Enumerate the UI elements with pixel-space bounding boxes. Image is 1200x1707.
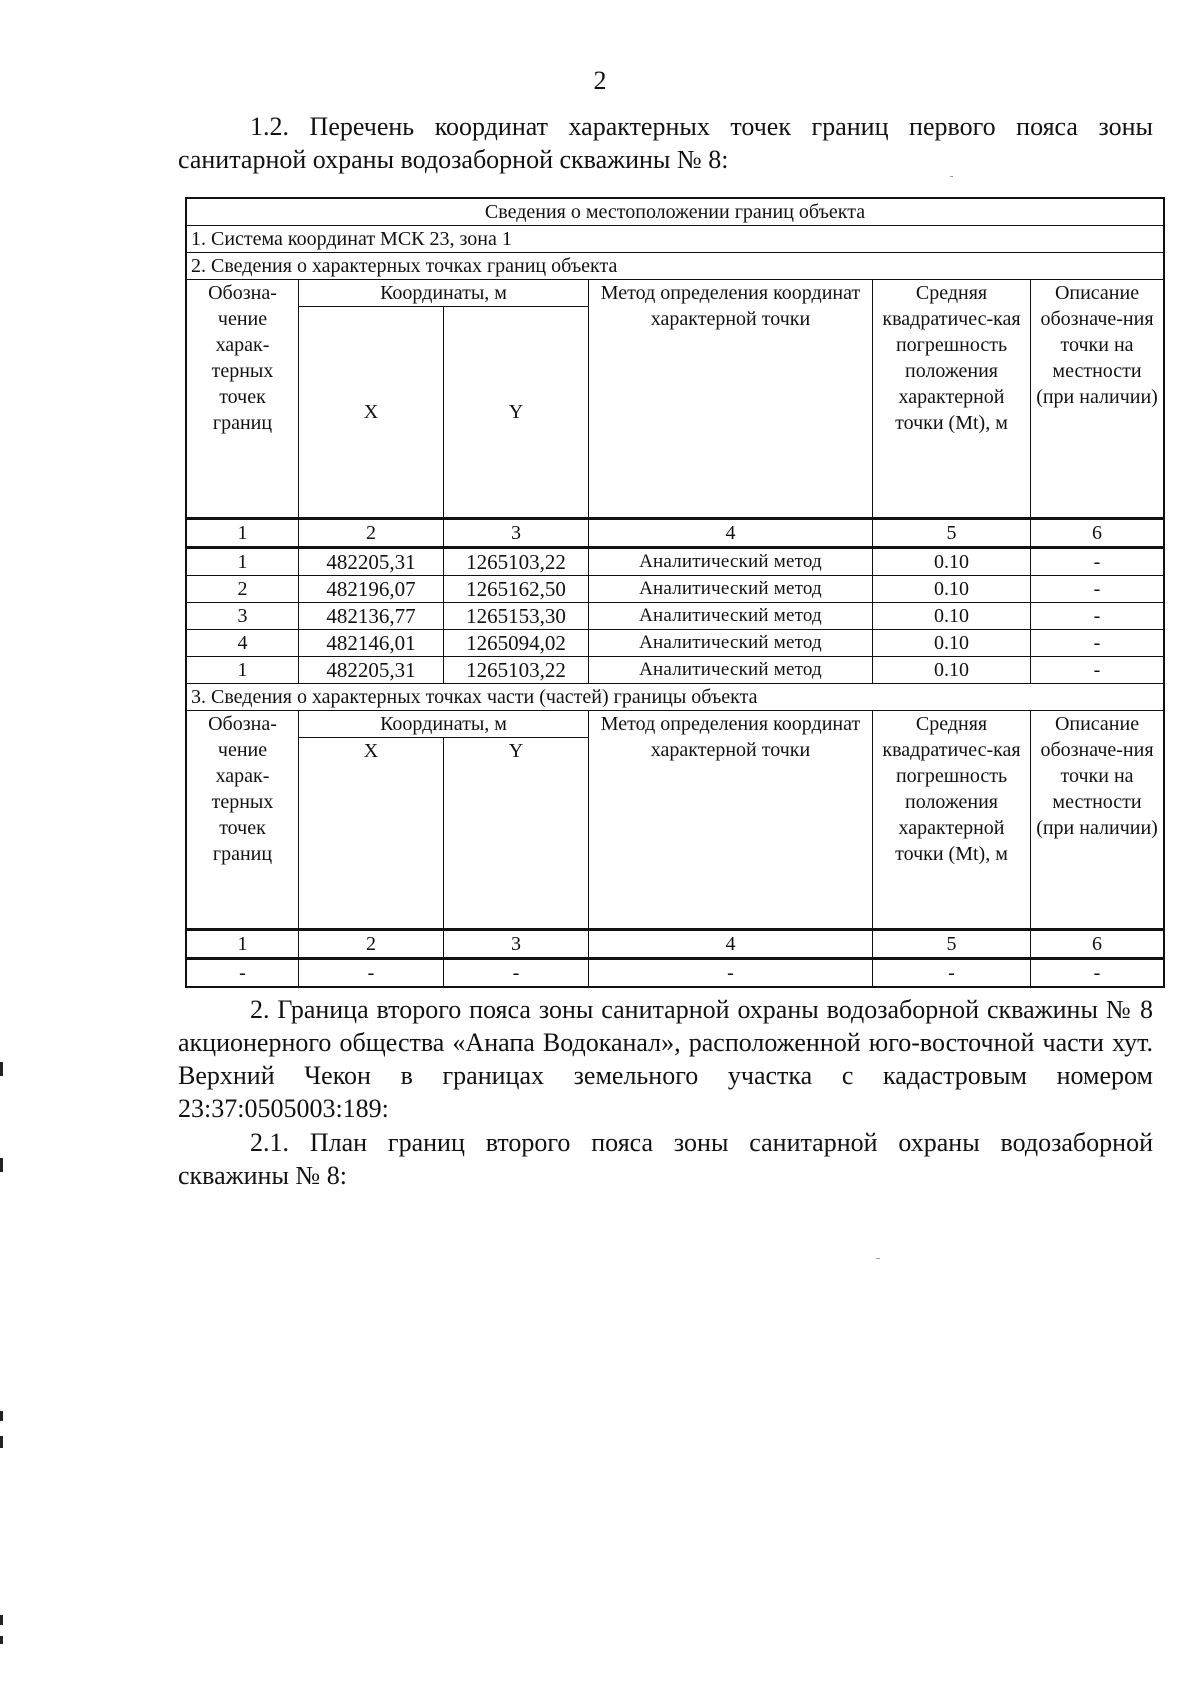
header-designation: Обозна-чение харак-терных точек границ xyxy=(187,280,299,519)
header-designation: Обозна-чение харак-терных точек границ xyxy=(187,711,299,930)
error-value: 0.10 xyxy=(873,657,1031,684)
description: - xyxy=(1031,630,1164,657)
x-coordinate: 482146,01 xyxy=(299,630,444,657)
table-row xyxy=(187,548,1164,576)
column-number: 3 xyxy=(444,519,589,548)
column-number: 6 xyxy=(1031,930,1164,959)
scan-speck xyxy=(950,176,953,177)
header-x: X xyxy=(299,738,444,930)
point-number: 1 xyxy=(187,657,299,684)
header-description: Описание обозначе-ния точки на местности (при наличии) xyxy=(1031,711,1164,930)
method: Аналитический метод xyxy=(589,657,873,684)
empty-cell: - xyxy=(299,959,444,987)
error-value: 0.10 xyxy=(873,548,1031,576)
paragraph-second-zone-boundary xyxy=(178,993,1153,1125)
empty-cell: - xyxy=(589,959,873,987)
y-coordinate: 1265162,50 xyxy=(444,576,589,603)
column-number: 1 xyxy=(187,930,299,959)
paragraph-second-zone-plan xyxy=(178,1126,1153,1192)
empty-cell: - xyxy=(444,959,589,987)
description: - xyxy=(1031,548,1164,576)
error-value: 0.10 xyxy=(873,576,1031,603)
column-number: 2 xyxy=(299,519,444,548)
column-number: 2 xyxy=(299,930,444,959)
description: - xyxy=(1031,657,1164,684)
paragraph-3-text: 2.1. План границ второго пояса зоны санитарной охраны водозаборной скважины № 8: xyxy=(178,1128,1153,1190)
point-number: 4 xyxy=(187,630,299,657)
column-number: 6 xyxy=(1031,519,1164,548)
scan-margin-mark xyxy=(0,1436,3,1448)
point-number: 3 xyxy=(187,603,299,630)
header-error: Средняя квадратичес-кая погрешность положения характерной точки (Mt), м xyxy=(873,280,1031,519)
section-coordinate-system: 1. Система координат МСК 23, зона 1 xyxy=(187,226,1164,253)
y-coordinate: 1265153,30 xyxy=(444,603,589,630)
table-row xyxy=(187,576,1164,603)
x-coordinate: 482205,31 xyxy=(299,548,444,576)
empty-cell: - xyxy=(1031,959,1164,987)
x-coordinate: 482136,77 xyxy=(299,603,444,630)
header-coordinates: Координаты, м xyxy=(299,711,589,738)
point-number: 1 xyxy=(187,548,299,576)
section-part-boundary-points: 3. Сведения о характерных точках части (частей) границы объекта xyxy=(187,684,1164,711)
page-number: 2 xyxy=(593,66,607,95)
scan-margin-mark xyxy=(0,1636,3,1644)
paragraph-coordinates-list xyxy=(178,110,1153,176)
scan-margin-mark xyxy=(0,1615,3,1625)
error-value: 0.10 xyxy=(873,630,1031,657)
table-row xyxy=(187,959,1164,987)
coordinates-table xyxy=(186,198,1164,987)
scan-speck xyxy=(876,1258,880,1259)
column-number: 1 xyxy=(187,519,299,548)
method: Аналитический метод xyxy=(589,548,873,576)
section-boundary-points: 2. Сведения о характерных точках границ объекта xyxy=(187,253,1164,280)
method: Аналитический метод xyxy=(589,576,873,603)
point-number: 2 xyxy=(187,576,299,603)
y-coordinate: 1265094,02 xyxy=(444,630,589,657)
paragraph-2-text: 2. Граница второго пояса зоны санитарной охраны водозаборной скважины № 8 акционерного общества «Анапа Водоканал», расположенной юго-восточной части хут. Верхний Чекон в границах земельного участка с кадастровым номером 23:37:0505003:189: xyxy=(178,995,1153,1123)
header-x: X xyxy=(299,307,444,519)
header-error: Средняя квадратичес-кая погрешность положения характерной точки (Mt), м xyxy=(873,711,1031,930)
column-number: 4 xyxy=(589,519,873,548)
header-description: Описание обозначе-ния точки на местности (при наличии) xyxy=(1031,280,1164,519)
description: - xyxy=(1031,576,1164,603)
table-row xyxy=(187,630,1164,657)
column-number: 5 xyxy=(873,519,1031,548)
table-row xyxy=(187,603,1164,630)
header-y: Y xyxy=(444,738,589,930)
x-coordinate: 482205,31 xyxy=(299,657,444,684)
error-value: 0.10 xyxy=(873,603,1031,630)
scan-margin-mark xyxy=(0,1062,3,1076)
scan-margin-mark xyxy=(0,1411,3,1421)
paragraph-1-text: 1.2. Перечень координат характерных точек границ первого пояса зоны санитарной охраны водозаборной скважины № 8: xyxy=(178,112,1153,174)
column-number: 3 xyxy=(444,930,589,959)
header-y: Y xyxy=(444,307,589,519)
method: Аналитический метод xyxy=(589,630,873,657)
x-coordinate: 482196,07 xyxy=(299,576,444,603)
table-row xyxy=(187,657,1164,684)
header-method: Метод определения координат характерной точки xyxy=(589,280,873,519)
y-coordinate: 1265103,22 xyxy=(444,548,589,576)
header-coordinates: Координаты, м xyxy=(299,280,589,307)
method: Аналитический метод xyxy=(589,603,873,630)
empty-cell: - xyxy=(873,959,1031,987)
empty-cell: - xyxy=(187,959,299,987)
y-coordinate: 1265103,22 xyxy=(444,657,589,684)
column-number: 4 xyxy=(589,930,873,959)
description: - xyxy=(1031,603,1164,630)
header-method: Метод определения координат характерной точки xyxy=(589,711,873,930)
column-number: 5 xyxy=(873,930,1031,959)
scan-margin-mark xyxy=(0,1158,3,1172)
table-title: Сведения о местоположении границ объекта xyxy=(187,199,1164,226)
